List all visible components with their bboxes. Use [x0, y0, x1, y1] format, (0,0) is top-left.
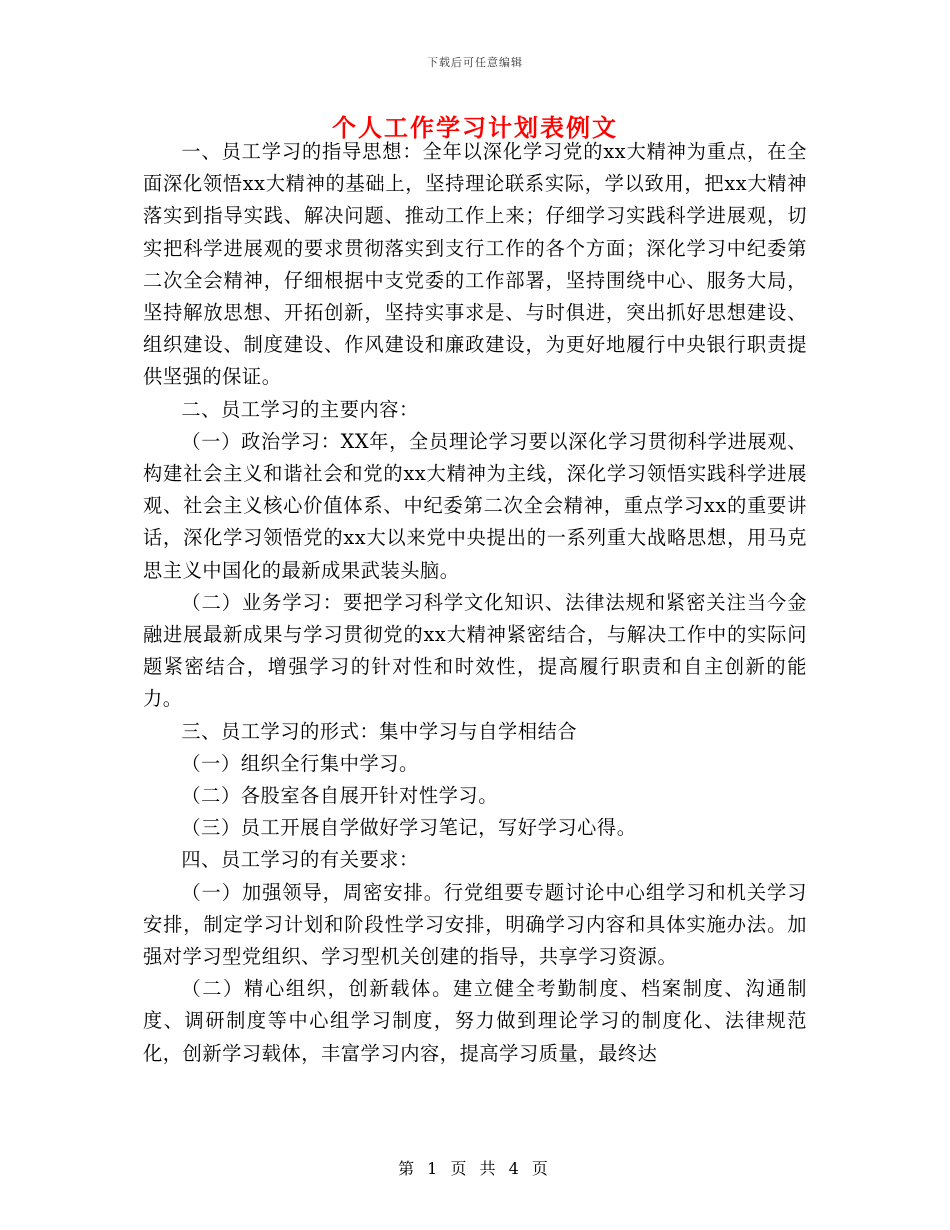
paragraph-form-item-3: （三）员工开展自学做好学习笔记，写好学习心得。 — [181, 816, 637, 840]
document-body — [143, 136, 807, 1070]
paragraph-business-study: （二）业务学习：要把学习科学文化知识、法律法规和紧密关注当今金融进展最新成果与学习贯彻党的xx大精神紧密结合，与解决工作中的实际问题紧密结合，增强学习的针对性和时效性，提高履行职责和自主创新的能力。 — [143, 590, 807, 711]
paragraph-political-study: （一）政治学习：XX年，全员理论学习要以深化学习贯彻科学进展观、构建社会主义和谐社会和党的xx大精神为主线，深化学习领悟实践科学进展观、社会主义核心价值体系、中纪委第二次全会精神，重点学习xx的重要讲话，深化学习领悟党的xx大以来党中央提出的一系列重大战略思想，用马克思主义中国化的最新成果武装头脑。 — [143, 429, 807, 582]
paragraph-form-item-2: （二）各股室各自展开针对性学习。 — [181, 784, 498, 808]
page-footer: 第 1 页 共 4 页 — [398, 1159, 552, 1178]
paragraph-requirements-heading: 四、员工学习的有关要求： — [181, 848, 419, 872]
paragraph-form-item-1: （一）组织全行集中学习。 — [181, 751, 419, 775]
document-title: 个人工作学习计划表例文 — [332, 113, 618, 142]
paragraph-requirement-2: （二）精心组织，创新载体。建立健全考勤制度、档案制度、沟通制度、调研制度等中心组学习制度，努力做到理论学习的制度化、法律规范化，创新学习载体，丰富学习内容，提高学习质量，最终达 — [143, 977, 807, 1065]
paragraph-main-content-heading: 二、员工学习的主要内容： — [181, 397, 419, 421]
header-note: 下载后可任意编辑 — [427, 56, 523, 69]
paragraph-requirement-1: （一）加强领导，周密安排。行党组要专题讨论中心组学习和机关学习安排，制定学习计划和阶段性学习安排，明确学习内容和具体实施办法。加强对学习型党组织、学习型机关创建的指导，共享学习资源。 — [143, 880, 807, 969]
paragraph-study-form-heading: 三、员工学习的形式：集中学习与自学相结合 — [181, 719, 578, 743]
paragraph-guiding-ideology: 一、员工学习的指导思想：全年以深化学习党的xx大精神为重点，在全面深化领悟xx大精神的基础上，坚持理论联系实际，学以致用，把xx大精神落实到指导实践、解决问题、推动工作上来；仔细学习实践科学进展观，切实把科学进展观的要求贯彻落实到支行工作的各个方面；深化学习中纪委第二次全会精神，仔细根据中支党委的工作部署，坚持围绕中心、服务大局，坚持解放思想、开拓创新，坚持实事求是、与时俱进，突出抓好思想建设、组织建设、制度建设、作风建设和廉政建设，为更好地履行中央银行职责提供坚强的保证。 — [143, 140, 807, 389]
